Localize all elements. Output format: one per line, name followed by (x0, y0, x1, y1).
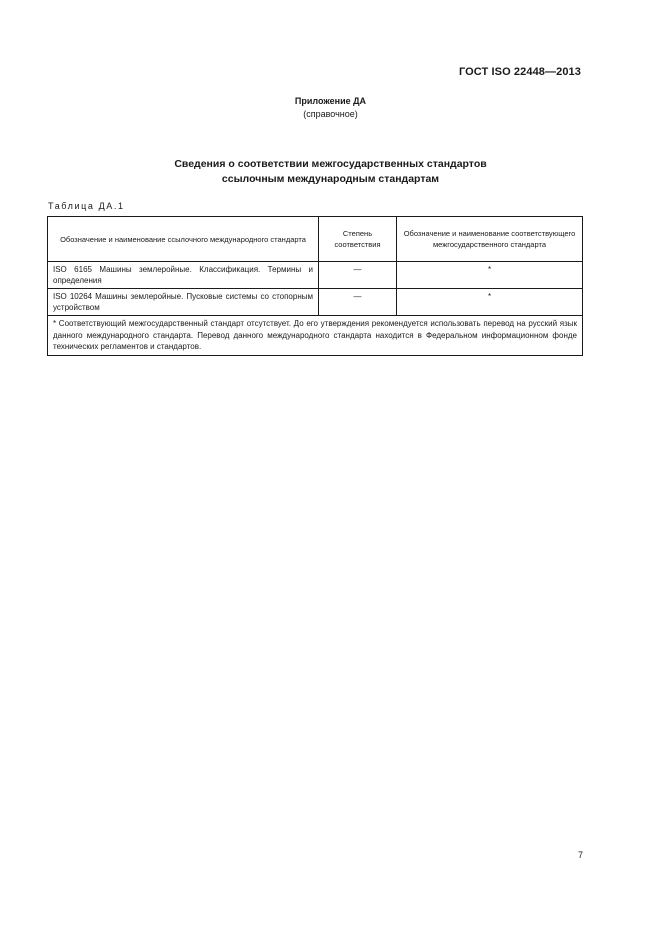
table-row (48, 262, 583, 289)
cell-degree: — (319, 289, 397, 316)
standard-code: ГОСТ ISO 22448—2013 (458, 66, 581, 78)
page-number: 7 (578, 850, 584, 860)
section-title-line1: Сведения о соответствии межгосударственных стандартов (174, 158, 487, 170)
annex-title: Приложение ДА (294, 96, 367, 106)
column-header-degree: Степень соответствия (319, 217, 397, 262)
cell-reference-standard: ISO 6165 Машины землеройные. Классификация. Термины и определения (48, 262, 319, 289)
annex-subtitle: (справочное) (303, 109, 358, 119)
table-header-row (48, 217, 583, 262)
annex-heading (0, 95, 661, 121)
section-title (0, 157, 661, 187)
column-header-reference-standard: Обозначение и наименование ссылочного международного стандарта (48, 217, 319, 262)
table-caption: Таблица ДА.1 (48, 201, 125, 211)
column-header-corresponding-standard: Обозначение и наименование соответствующего межгосударственного стандарта (397, 217, 583, 262)
cell-degree: — (319, 262, 397, 289)
table-footnote-row (48, 316, 583, 356)
table-footnote: * Соответствующий межгосударственный стандарт отсутствует. До его утверждения рекомендуется использовать перевод на русский язык данного международного стандарта. Перевод данного международного стандарта находится в Федеральном информационном фонде технических регламентов и стандартов. (48, 316, 583, 356)
table-row (48, 289, 583, 316)
cell-corresponding-standard: * (397, 289, 583, 316)
cell-reference-standard: ISO 10264 Машины землеройные. Пусковые системы со стопорным устройством (48, 289, 319, 316)
cell-corresponding-standard: * (397, 262, 583, 289)
section-title-line2: ссылочным международным стандартам (221, 173, 440, 185)
conformity-table (47, 216, 583, 356)
